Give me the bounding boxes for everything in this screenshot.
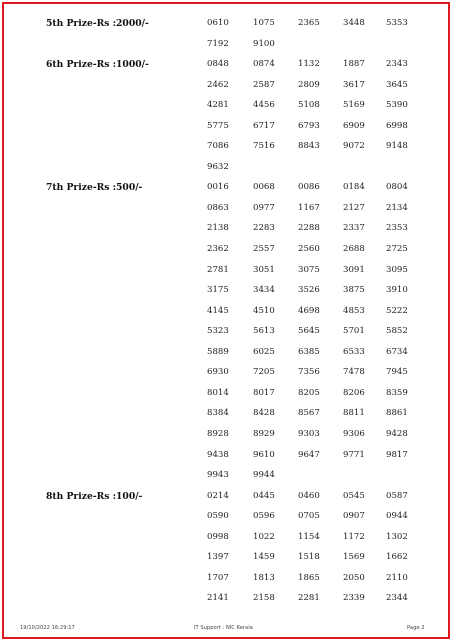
prize-title: 6th Prize-Rs :1000/- xyxy=(46,59,149,71)
ticket-number: 5169 xyxy=(343,100,365,111)
ticket-number: 9817 xyxy=(386,449,408,460)
ticket-number: 8384 xyxy=(207,408,229,419)
ticket-number: 6930 xyxy=(207,367,229,378)
number-row xyxy=(4,59,448,79)
ticket-number: 8359 xyxy=(386,387,408,398)
ticket-number: 9148 xyxy=(386,141,408,152)
ticket-number: 2138 xyxy=(207,223,229,234)
ticket-number: 2344 xyxy=(386,593,408,604)
ticket-number: 2339 xyxy=(343,593,365,604)
ticket-number: 0804 xyxy=(386,182,408,193)
ticket-number: 6025 xyxy=(253,346,275,357)
ticket-number: 8428 xyxy=(253,408,275,419)
ticket-number: 1167 xyxy=(298,202,320,213)
ticket-number: 4145 xyxy=(207,305,229,316)
ticket-number: 1459 xyxy=(253,552,275,563)
ticket-number: 2362 xyxy=(207,244,229,255)
ticket-number: 5323 xyxy=(207,326,229,337)
number-row xyxy=(4,429,448,449)
number-row xyxy=(4,306,448,326)
number-row xyxy=(4,182,448,202)
ticket-number: 2781 xyxy=(207,264,229,275)
prize-title: 5th Prize-Rs :2000/- xyxy=(46,18,149,29)
ticket-number: 0590 xyxy=(207,511,229,522)
ticket-number: 2587 xyxy=(253,79,275,90)
ticket-number: 9771 xyxy=(343,449,365,460)
ticket-number: 2050 xyxy=(343,572,365,583)
ticket-number: 0863 xyxy=(207,202,229,213)
ticket-number: 0848 xyxy=(207,59,229,70)
number-row xyxy=(4,100,448,120)
ticket-number: 1518 xyxy=(298,552,320,563)
ticket-number: 5775 xyxy=(207,120,229,131)
ticket-number: 2337 xyxy=(343,223,365,234)
number-row xyxy=(4,121,448,141)
ticket-number: 3910 xyxy=(386,285,408,296)
number-row xyxy=(4,203,448,223)
ticket-number: 2283 xyxy=(253,223,275,234)
ticket-number: 1865 xyxy=(298,572,320,583)
number-row xyxy=(4,141,448,161)
ticket-number: 8205 xyxy=(298,387,320,398)
number-row xyxy=(4,593,448,613)
ticket-number: 6533 xyxy=(343,346,365,357)
ticket-number: 1302 xyxy=(386,531,408,542)
ticket-number: 9610 xyxy=(253,449,275,460)
number-row xyxy=(4,18,448,38)
ticket-number: 0445 xyxy=(253,490,275,501)
ticket-number: 9438 xyxy=(207,449,229,460)
ticket-number: 8567 xyxy=(298,408,320,419)
ticket-number: 2353 xyxy=(386,223,408,234)
ticket-number: 2281 xyxy=(298,593,320,604)
number-row xyxy=(4,162,448,182)
ticket-number: 8206 xyxy=(343,387,365,398)
ticket-number: 1132 xyxy=(298,59,320,70)
ticket-number: 3051 xyxy=(253,264,275,275)
ticket-number: 7516 xyxy=(253,141,275,152)
ticket-number: 2688 xyxy=(343,244,365,255)
ticket-number: 5889 xyxy=(207,346,229,357)
ticket-number: 0705 xyxy=(298,511,320,522)
ticket-number: 5222 xyxy=(386,305,408,316)
ticket-number: 0998 xyxy=(207,531,229,542)
ticket-number: 3645 xyxy=(386,79,408,90)
ticket-number: 1075 xyxy=(253,18,275,28)
prize-title: 8th Prize-Rs :100/- xyxy=(46,490,143,502)
ticket-number: 1569 xyxy=(343,552,365,563)
ticket-number: 8861 xyxy=(386,408,408,419)
ticket-number: 1172 xyxy=(343,531,365,542)
number-row xyxy=(4,285,448,305)
ticket-number: 9428 xyxy=(386,428,408,439)
ticket-number: 2557 xyxy=(253,244,275,255)
ticket-number: 0184 xyxy=(343,182,365,193)
ticket-number: 7192 xyxy=(207,38,229,49)
ticket-number: 8811 xyxy=(343,408,365,419)
ticket-number: 4510 xyxy=(253,305,275,316)
ticket-number: 0610 xyxy=(207,18,229,28)
ticket-number: 1813 xyxy=(253,572,275,583)
ticket-number: 6717 xyxy=(253,120,275,131)
ticket-number: 1887 xyxy=(343,59,365,70)
ticket-number: 8017 xyxy=(253,387,275,398)
ticket-number: 2141 xyxy=(207,593,229,604)
ticket-number: 0545 xyxy=(343,490,365,501)
number-row xyxy=(4,265,448,285)
number-row xyxy=(4,450,448,470)
ticket-number: 5852 xyxy=(386,326,408,337)
number-row xyxy=(4,80,448,100)
ticket-number: 2462 xyxy=(207,79,229,90)
ticket-number: 7086 xyxy=(207,141,229,152)
ticket-number: 1154 xyxy=(298,531,320,542)
number-row xyxy=(4,532,448,552)
number-row xyxy=(4,470,448,490)
ticket-number: 6385 xyxy=(298,346,320,357)
number-row xyxy=(4,39,448,59)
ticket-number: 2343 xyxy=(386,59,408,70)
result-page xyxy=(2,2,450,639)
ticket-number: 8929 xyxy=(253,428,275,439)
ticket-number: 1022 xyxy=(253,531,275,542)
ticket-number: 0944 xyxy=(386,511,408,522)
ticket-number: 3095 xyxy=(386,264,408,275)
ticket-number: 3526 xyxy=(298,285,320,296)
ticket-number: 8843 xyxy=(298,141,320,152)
ticket-number: 9632 xyxy=(207,161,229,172)
ticket-number: 6734 xyxy=(386,346,408,357)
ticket-number: 9944 xyxy=(253,470,275,481)
ticket-number: 9306 xyxy=(343,428,365,439)
ticket-number: 9943 xyxy=(207,470,229,481)
ticket-number: 6909 xyxy=(343,120,365,131)
ticket-number: 8928 xyxy=(207,428,229,439)
ticket-number: 0460 xyxy=(298,490,320,501)
ticket-number: 6998 xyxy=(386,120,408,131)
number-row xyxy=(4,223,448,243)
ticket-number: 2127 xyxy=(343,202,365,213)
footer-page-number: Page 2 xyxy=(407,625,425,631)
ticket-number: 5108 xyxy=(298,100,320,111)
number-row xyxy=(4,511,448,531)
ticket-number: 1662 xyxy=(386,552,408,563)
ticket-number: 2725 xyxy=(386,244,408,255)
ticket-number: 0086 xyxy=(298,182,320,193)
ticket-number: 3434 xyxy=(253,285,275,296)
ticket-number: 0016 xyxy=(207,182,229,193)
ticket-number: 4853 xyxy=(343,305,365,316)
number-row xyxy=(4,244,448,264)
ticket-number: 8014 xyxy=(207,387,229,398)
ticket-number: 3448 xyxy=(343,18,365,28)
ticket-number: 0874 xyxy=(253,59,275,70)
number-row xyxy=(4,552,448,572)
ticket-number: 9303 xyxy=(298,428,320,439)
ticket-number: 2560 xyxy=(298,244,320,255)
ticket-number: 0977 xyxy=(253,202,275,213)
ticket-number: 9100 xyxy=(253,38,275,49)
ticket-number: 4698 xyxy=(298,305,320,316)
ticket-number: 7356 xyxy=(298,367,320,378)
ticket-number: 1707 xyxy=(207,572,229,583)
ticket-number: 3875 xyxy=(343,285,365,296)
ticket-number: 5613 xyxy=(253,326,275,337)
ticket-number: 3617 xyxy=(343,79,365,90)
ticket-number: 7205 xyxy=(253,367,275,378)
number-row xyxy=(4,347,448,367)
ticket-number: 1397 xyxy=(207,552,229,563)
prize-title: 7th Prize-Rs :500/- xyxy=(46,182,143,194)
ticket-number: 4456 xyxy=(253,100,275,111)
ticket-number: 0907 xyxy=(343,511,365,522)
ticket-number: 7478 xyxy=(343,367,365,378)
footer-support: IT Support : NIC Kerala xyxy=(194,625,253,631)
ticket-number: 2365 xyxy=(298,18,320,28)
ticket-number: 5645 xyxy=(298,326,320,337)
ticket-number: 6793 xyxy=(298,120,320,131)
number-row xyxy=(4,408,448,428)
ticket-number: 2158 xyxy=(253,593,275,604)
number-row xyxy=(4,388,448,408)
ticket-number: 3091 xyxy=(343,264,365,275)
ticket-number: 9647 xyxy=(298,449,320,460)
ticket-number: 7945 xyxy=(386,367,408,378)
number-row xyxy=(4,491,448,511)
ticket-number: 2110 xyxy=(386,572,408,583)
number-row xyxy=(4,573,448,593)
ticket-number: 2809 xyxy=(298,79,320,90)
ticket-number: 0068 xyxy=(253,182,275,193)
ticket-number: 2288 xyxy=(298,223,320,234)
ticket-number: 4281 xyxy=(207,100,229,111)
ticket-number: 0596 xyxy=(253,511,275,522)
ticket-number: 3175 xyxy=(207,285,229,296)
ticket-number: 9072 xyxy=(343,141,365,152)
footer-timestamp: 19/10/2022 16:29:17 xyxy=(20,625,75,631)
number-row xyxy=(4,326,448,346)
ticket-number: 2134 xyxy=(386,202,408,213)
ticket-number: 0214 xyxy=(207,490,229,501)
number-row xyxy=(4,367,448,387)
ticket-number: 5701 xyxy=(343,326,365,337)
ticket-number: 5353 xyxy=(386,18,408,28)
ticket-number: 5390 xyxy=(386,100,408,111)
ticket-number: 0587 xyxy=(386,490,408,501)
ticket-number: 3075 xyxy=(298,264,320,275)
